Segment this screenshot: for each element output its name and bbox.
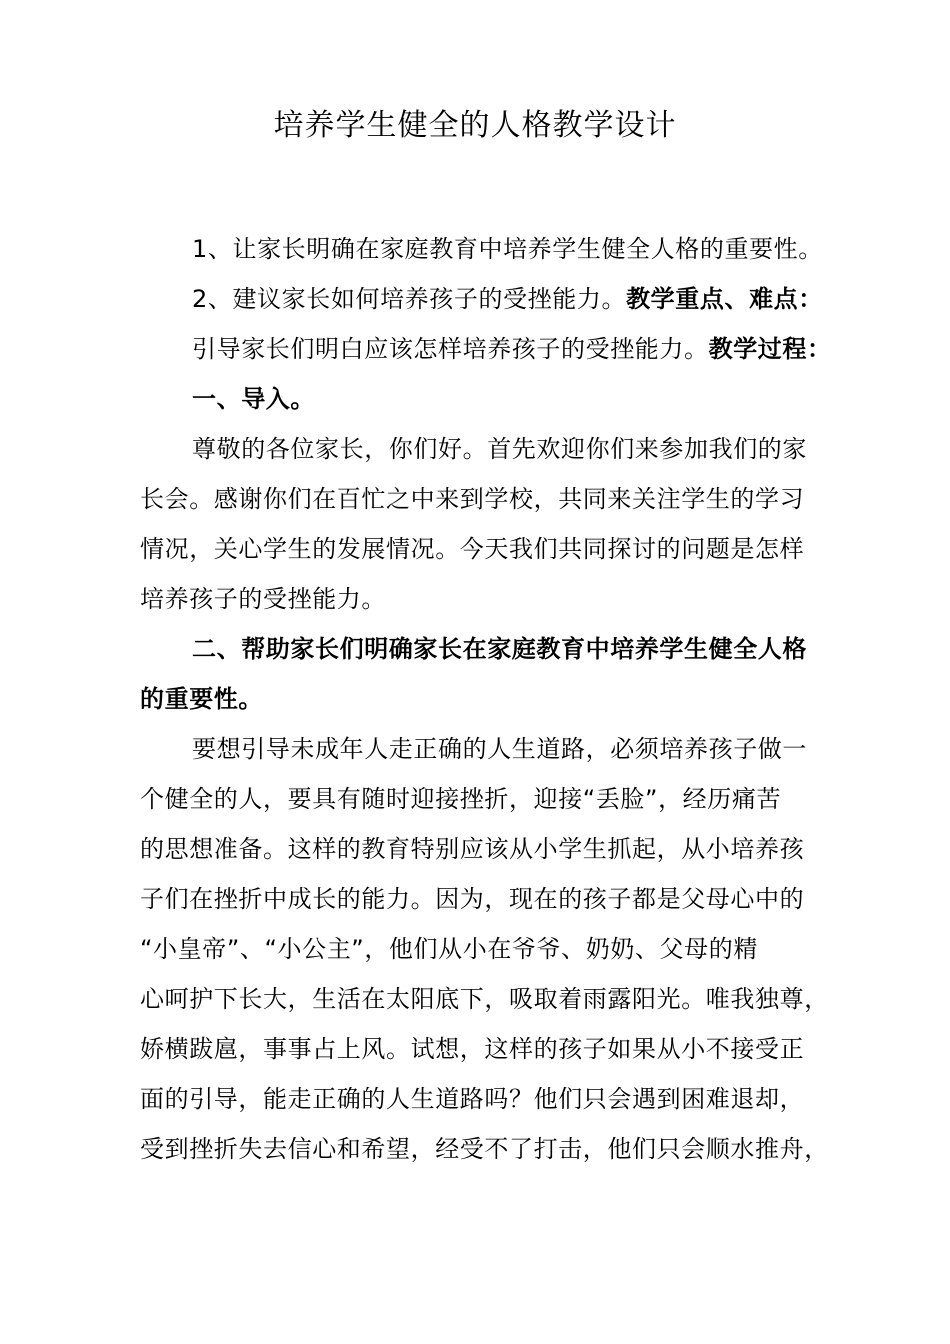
process-heading: 教学过程： — [708, 335, 832, 363]
paragraph-line: “小皇帝”、“小公主”，他们从小在爷爷、奶奶、父母的精 — [140, 935, 758, 963]
document-title: 培养学生健全的人格教学设计 — [273, 108, 677, 143]
paragraph-line: 要想引导未成年人走正确的人生道路，必须培养孩子做一 — [192, 735, 807, 763]
paragraph-line: 子们在挫折中成长的能力。因为，现在的孩子都是父母心中的 — [140, 885, 805, 913]
objective-2: 2、建议家长如何培养孩子的受挫能力。 — [192, 285, 627, 313]
paragraph-line: 培养孩子的受挫能力。 — [140, 585, 386, 613]
key-points-line — [192, 333, 832, 365]
section-2-heading: 二、帮助家长们明确家长在家庭教育中培养学生健全人格 — [192, 635, 807, 663]
paragraph-line: 娇横跋扈，事事占上风。试想，这样的孩子如果从小不接受正 — [140, 1035, 805, 1063]
paragraph-line: 面的引导，能走正确的人生道路吗？他们只会遇到困难退却， — [140, 1085, 805, 1113]
paragraph-line: 个健全的人，要具有随时迎接挫折，迎接“丢脸”，经历痛苦 — [140, 785, 782, 813]
objective-1: 1、让家长明确在家庭教育中培养学生健全人格的重要性。 — [192, 235, 823, 263]
paragraph-line: 受到挫折失去信心和希望，经受不了打击，他们只会顺水推舟， — [140, 1135, 829, 1163]
paragraph-line: 长会。感谢你们在百忙之中来到学校，共同来关注学生的学习 — [140, 485, 805, 513]
section-1-heading: 一、导入。 — [192, 385, 315, 413]
paragraph-line: 心呵护下长大，生活在太阳底下，吸取着雨露阳光。唯我独尊， — [140, 985, 829, 1013]
key-points-text: 引导家长们明白应该怎样培养孩子的受挫能力。 — [192, 335, 709, 363]
section-2-heading-cont: 的重要性。 — [140, 685, 263, 713]
paragraph-line: 尊敬的各位家长，你们好。首先欢迎你们来参加我们的家 — [192, 435, 807, 463]
key-points-heading: 教学重点、难点： — [626, 285, 823, 313]
paragraph-line: 情况，关心学生的发展情况。今天我们共同探讨的问题是怎样 — [140, 535, 805, 563]
objective-2-line — [192, 283, 823, 315]
paragraph-line: 的思想准备。这样的教育特别应该从小学生抓起，从小培养孩 — [140, 835, 805, 863]
